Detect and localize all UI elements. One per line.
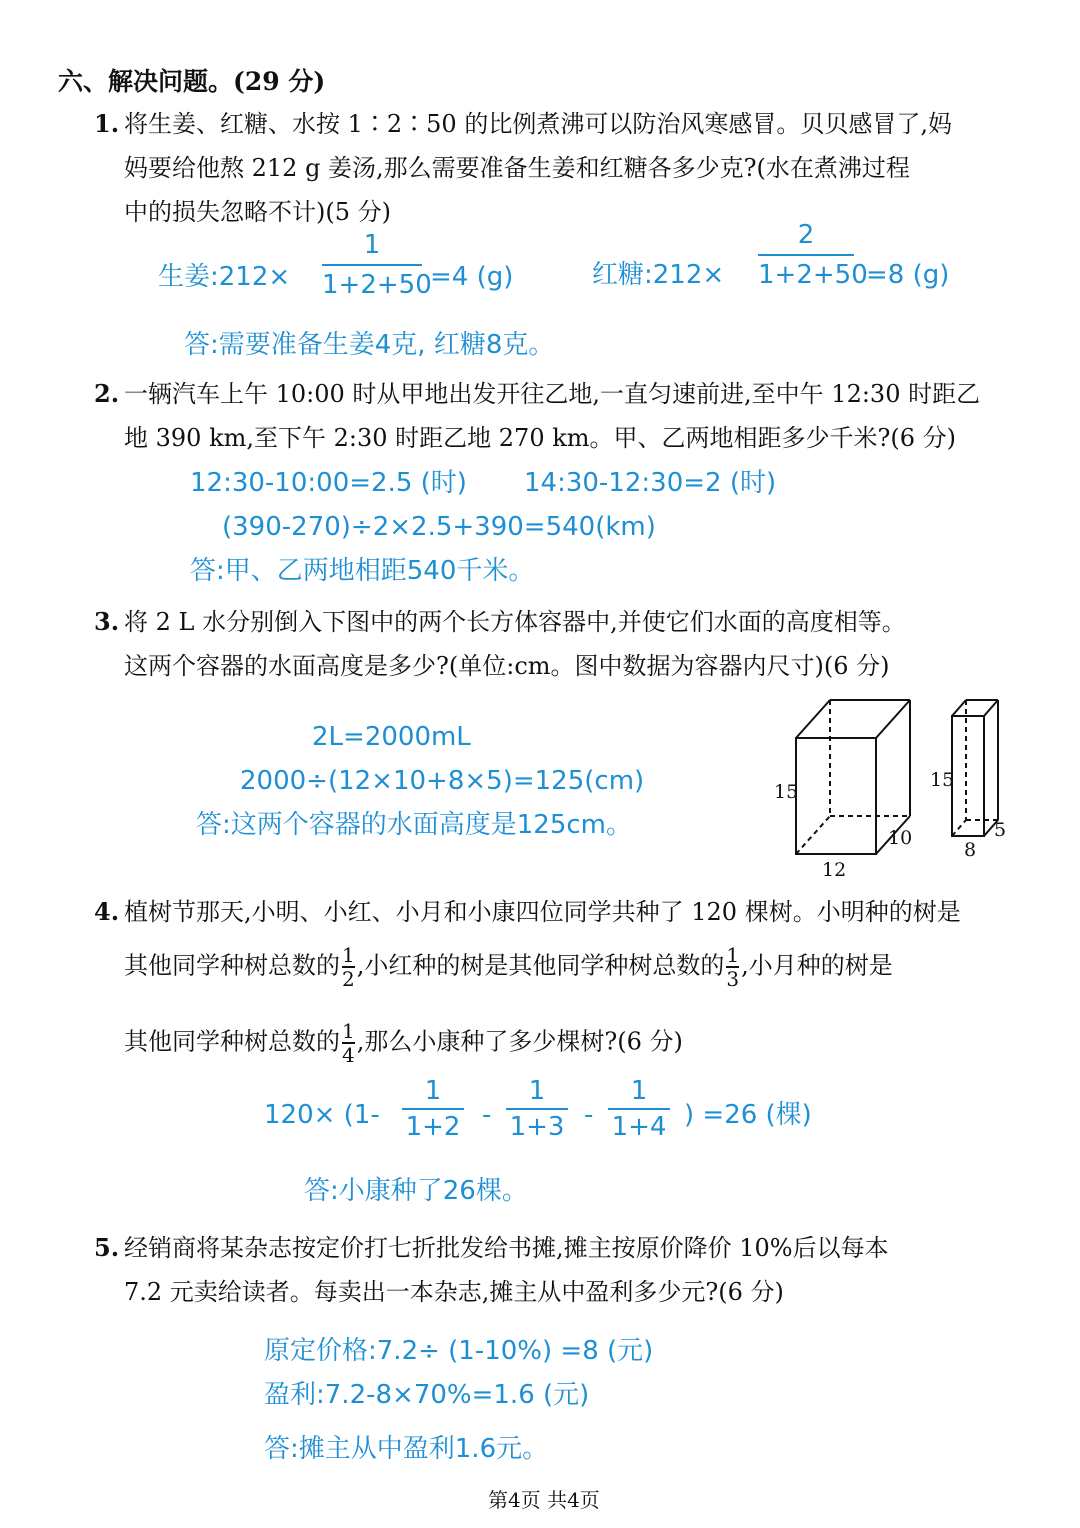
q2-work2: 14:30-12:30=2 (时) bbox=[524, 468, 777, 498]
q4-minus-1: - bbox=[482, 1100, 492, 1130]
q4-line2-part-b: ,小红种的树是其他同学种树总数的 bbox=[356, 951, 725, 980]
q2-number: 2. bbox=[94, 379, 120, 408]
q1-line2: 妈要给他熬 212 g 姜汤,那么需要准备生姜和红糖各多少克?(水在煮沸过程 bbox=[124, 154, 910, 182]
q1-line3: 中的损失忽略不计)(5 分) bbox=[124, 198, 391, 226]
q4-line3-part-a: 其他同学种树总数的 bbox=[124, 1027, 340, 1056]
q1-ginger-post: =4 (g) bbox=[430, 262, 514, 292]
q1-ginger-pre: 生姜:212× bbox=[158, 262, 291, 292]
container-figure bbox=[760, 688, 1050, 884]
q5-work2: 盈利:7.2-8×70%=1.6 (元) bbox=[264, 1380, 590, 1410]
box-small bbox=[952, 700, 998, 836]
q4-fraction-3-den: 1+4 bbox=[611, 1112, 667, 1142]
q4-fraction-1-num: 1 bbox=[424, 1076, 442, 1106]
q3-work2: 2000÷(12×10+8×5)=125(cm) bbox=[240, 766, 645, 796]
q4-fraction-2-num: 1 bbox=[528, 1076, 546, 1106]
box1-depth-label: 10 bbox=[888, 827, 913, 849]
q1-ginger-fraction bbox=[322, 230, 432, 300]
q1-sugar-numerator: 2 bbox=[797, 220, 815, 250]
q5-number: 5. bbox=[94, 1233, 120, 1262]
box1-width-label: 12 bbox=[822, 859, 847, 881]
q1-number: 1. bbox=[94, 109, 120, 138]
q2-work1: 12:30-10:00=2.5 (时) bbox=[190, 468, 467, 498]
q3-answer: 答:这两个容器的水面高度是125cm。 bbox=[196, 810, 633, 840]
q5-answer: 答:摊主从中盈利1.6元。 bbox=[264, 1434, 549, 1464]
q4-work-post: ) =26 (棵) bbox=[684, 1100, 812, 1130]
q4-line1: 植树节那天,小明、小红、小月和小康四位同学共种了 120 棵树。小明种的树是 bbox=[124, 898, 961, 926]
box2-depth-label: 5 bbox=[994, 819, 1007, 841]
q3-number: 3. bbox=[94, 607, 120, 636]
q2-work3: (390-270)÷2×2.5+390=540(km) bbox=[222, 512, 656, 542]
q1-ginger-numerator: 1 bbox=[363, 230, 381, 260]
q4-number: 4. bbox=[94, 897, 120, 926]
q3-line2: 这两个容器的水面高度是多少?(单位:cm。图中数据为容器内尺寸)(6 分) bbox=[124, 652, 890, 680]
q4-work-pre: 120× (1- bbox=[264, 1100, 380, 1130]
q1-sugar-fraction bbox=[758, 220, 868, 290]
q4-fraction-1 bbox=[402, 1078, 464, 1140]
box2-width-label: 8 bbox=[964, 839, 977, 861]
fraction-one-third: $\frac{1}{3}$ bbox=[726, 943, 740, 991]
q4-line2 bbox=[124, 944, 893, 990]
q2-answer: 答:甲、乙两地相距540千米。 bbox=[190, 556, 535, 586]
q5-line2: 7.2 元卖给读者。每卖出一本杂志,摊主从中盈利多少元?(6 分) bbox=[124, 1278, 784, 1306]
q4-fraction-2-den: 1+3 bbox=[509, 1112, 565, 1142]
q5-work1: 原定价格:7.2÷ (1-10%) =8 (元) bbox=[264, 1336, 654, 1366]
page-footer: 第4页 共4页 bbox=[488, 1488, 600, 1512]
q3-work1: 2L=2000mL bbox=[312, 722, 471, 752]
box2-height-label: 15 bbox=[930, 769, 955, 791]
q1-answer: 答:需要准备生姜4克, 红糖8克。 bbox=[184, 330, 555, 360]
q1-ginger-denominator: 1+2+50 bbox=[322, 270, 432, 300]
box1-height-label: 15 bbox=[774, 781, 799, 803]
section-title: 六、解决问题。(29 分) bbox=[58, 67, 326, 96]
q1-sugar-post: =8 (g) bbox=[866, 260, 950, 290]
q1-ginger-fraction-bar bbox=[322, 264, 422, 266]
q1-sugar-denominator: 1+2+50 bbox=[758, 260, 868, 290]
fraction-one-quarter: $\frac{1}{4}$ bbox=[342, 1019, 355, 1067]
q4-line3 bbox=[124, 1020, 683, 1066]
q1-line1: 将生姜、红糖、水按 1∶2∶50 的比例煮沸可以防治风寒感冒。贝贝感冒了,妈 bbox=[124, 110, 952, 138]
q3-line1: 将 2 L 水分别倒入下图中的两个长方体容器中,并使它们水面的高度相等。 bbox=[124, 608, 906, 636]
q4-fraction-2 bbox=[506, 1078, 568, 1140]
q4-fraction-3-num: 1 bbox=[630, 1076, 648, 1106]
q5-line1: 经销商将某杂志按定价打七折批发给书摊,摊主按原价降价 10%后以每本 bbox=[124, 1234, 889, 1262]
fraction-one-half: $\frac{1}{2}$ bbox=[342, 943, 355, 991]
q2-line1: 一辆汽车上午 10:00 时从甲地出发开往乙地,一直匀速前进,至中午 12:30 时距乙 bbox=[124, 380, 981, 408]
q4-fraction-1-den: 1+2 bbox=[405, 1112, 461, 1142]
q4-answer: 答:小康种了26棵。 bbox=[304, 1176, 528, 1206]
q2-line2: 地 390 km,至下午 2:30 时距乙地 270 km。甲、乙两地相距多少千米?(6 分) bbox=[124, 424, 957, 452]
q4-line2-part-a: 其他同学种树总数的 bbox=[124, 951, 340, 980]
q1-sugar-fraction-bar bbox=[758, 254, 854, 256]
q4-line3-part-b: ,那么小康种了多少棵树?(6 分) bbox=[356, 1027, 683, 1056]
q1-sugar-pre: 红糖:212× bbox=[592, 260, 725, 290]
q4-minus-2: - bbox=[584, 1100, 594, 1130]
q4-fraction-3 bbox=[608, 1078, 670, 1140]
q4-line2-part-c: ,小月种的树是 bbox=[741, 951, 893, 980]
